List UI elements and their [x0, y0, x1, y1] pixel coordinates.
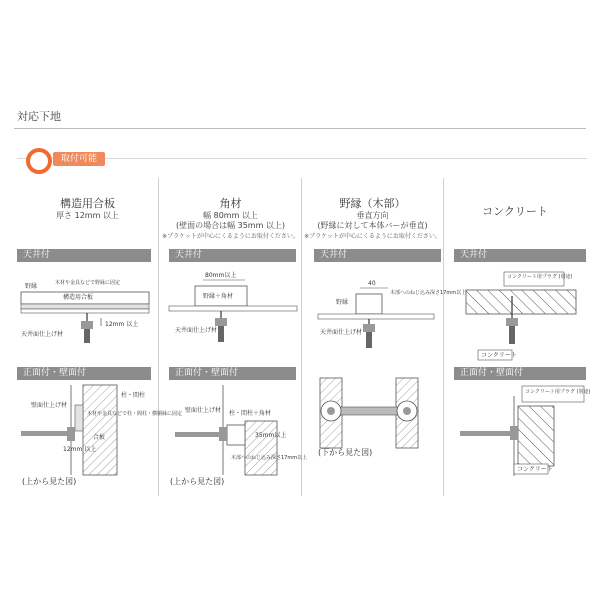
section-wall-plywood: 正面付・壁面付: [17, 367, 151, 380]
label-fixing-note: 木材や金具などで野縁に固定: [55, 280, 121, 286]
ceiling-nobuchi-diagram: [310, 268, 467, 358]
column-nobuchi: [302, 195, 443, 240]
label-width-35: 35mm以上: [255, 432, 287, 439]
column-concrete: [444, 203, 586, 219]
ceiling-concrete-diagram: [452, 266, 586, 362]
column-subtitle: (野縁に対して本体バーが垂直): [317, 221, 428, 230]
column-divider: [443, 178, 444, 496]
label-width: 80mm以上: [205, 272, 237, 279]
caption-top-view: (上から見た図): [170, 477, 225, 486]
label-stud-timber: 柱・間柱＋角材: [229, 410, 272, 417]
caption-top-view: (上から見た図): [22, 477, 77, 486]
label-40: 40: [368, 280, 376, 287]
wall-timber-diagram: [165, 385, 308, 475]
wall-plywood-diagram: [17, 385, 183, 475]
column-subtitle: 厚さ 12mm 以上: [56, 211, 119, 220]
label-stud-fixing: 木材や金具などで柱・間柱・横胴縁に固定: [87, 411, 183, 417]
label-plywood: 構造用合板: [63, 294, 94, 301]
label-ceiling-finish: 天井面仕上げ材: [175, 327, 218, 334]
label-concrete-plug: コンクリート用プラグ (別途): [525, 389, 591, 395]
label-wall-finish: 壁面仕上げ材: [31, 402, 68, 409]
column-title: 野縁（木部）: [339, 197, 406, 210]
label-concrete: コンクリート: [517, 466, 553, 473]
label-screw-depth: 木部へのねじ込み深さ17mm以上: [390, 290, 467, 296]
column-plywood: [17, 195, 158, 221]
bottom-view-diagram: [310, 378, 440, 458]
wall-concrete-diagram: [452, 386, 591, 476]
column-divider: [158, 178, 159, 496]
column-note: ※ブラケットが中心にくるようにお取付ください。: [162, 233, 299, 240]
column-subtitle: 幅 80mm 以上: [203, 211, 258, 220]
label-nobuchi: 野縁: [25, 283, 38, 290]
label-nobuchi: 野縁: [336, 299, 349, 306]
label-thickness: 12mm 以上: [105, 321, 139, 328]
section-ceiling-plywood: 天井付: [17, 249, 151, 262]
column-subtitle: (壁面の場合は幅 35mm 以上): [175, 221, 286, 230]
ceiling-plywood-diagram: [17, 268, 157, 358]
column-subtitle: 垂直方向: [356, 211, 389, 220]
label-gouhan: 合板: [93, 434, 106, 441]
column-square-timber: [160, 195, 301, 240]
column-note: ※ブラケットが中心にくるようにお取付ください。: [304, 233, 441, 240]
title-divider: [14, 128, 586, 129]
label-wall-thickness: 12mm 以上: [63, 446, 97, 453]
label-concrete-plug: コンクリート用プラグ (別途): [507, 274, 573, 280]
section-ceiling-concrete: 天井付: [454, 249, 586, 262]
page-title: 対応下地: [17, 110, 61, 123]
label-ceiling-finish: 天井面仕上げ材: [320, 329, 363, 336]
label-wall-finish: 壁面仕上げ材: [185, 407, 222, 414]
ceiling-timber-diagram: [165, 268, 301, 358]
mountable-badge-row: [17, 152, 587, 170]
label-ceiling-finish: 天井面仕上げ材: [21, 331, 64, 338]
label-screw-depth: 木部へのねじ込み深さ17mm以上: [231, 455, 308, 461]
section-ceiling-timber: 天井付: [169, 249, 296, 262]
section-wall-concrete: 正面付・壁面付: [454, 367, 586, 380]
column-title: 構造用合板: [60, 197, 115, 210]
section-wall-timber: 正面付・壁面付: [169, 367, 296, 380]
column-title: コンクリート: [482, 205, 548, 218]
section-ceiling-nobuchi: 天井付: [314, 249, 441, 262]
column-title: 角材: [219, 197, 242, 210]
circle-icon: [26, 148, 52, 174]
label-nobuchi-timber: 野縁＋角材: [203, 293, 234, 300]
mountable-badge: 取付可能: [53, 152, 105, 166]
caption-bottom-view: (下から見た図): [318, 448, 373, 457]
label-stud: 柱・間柱: [121, 392, 146, 399]
label-concrete: コンクリート: [481, 352, 517, 359]
